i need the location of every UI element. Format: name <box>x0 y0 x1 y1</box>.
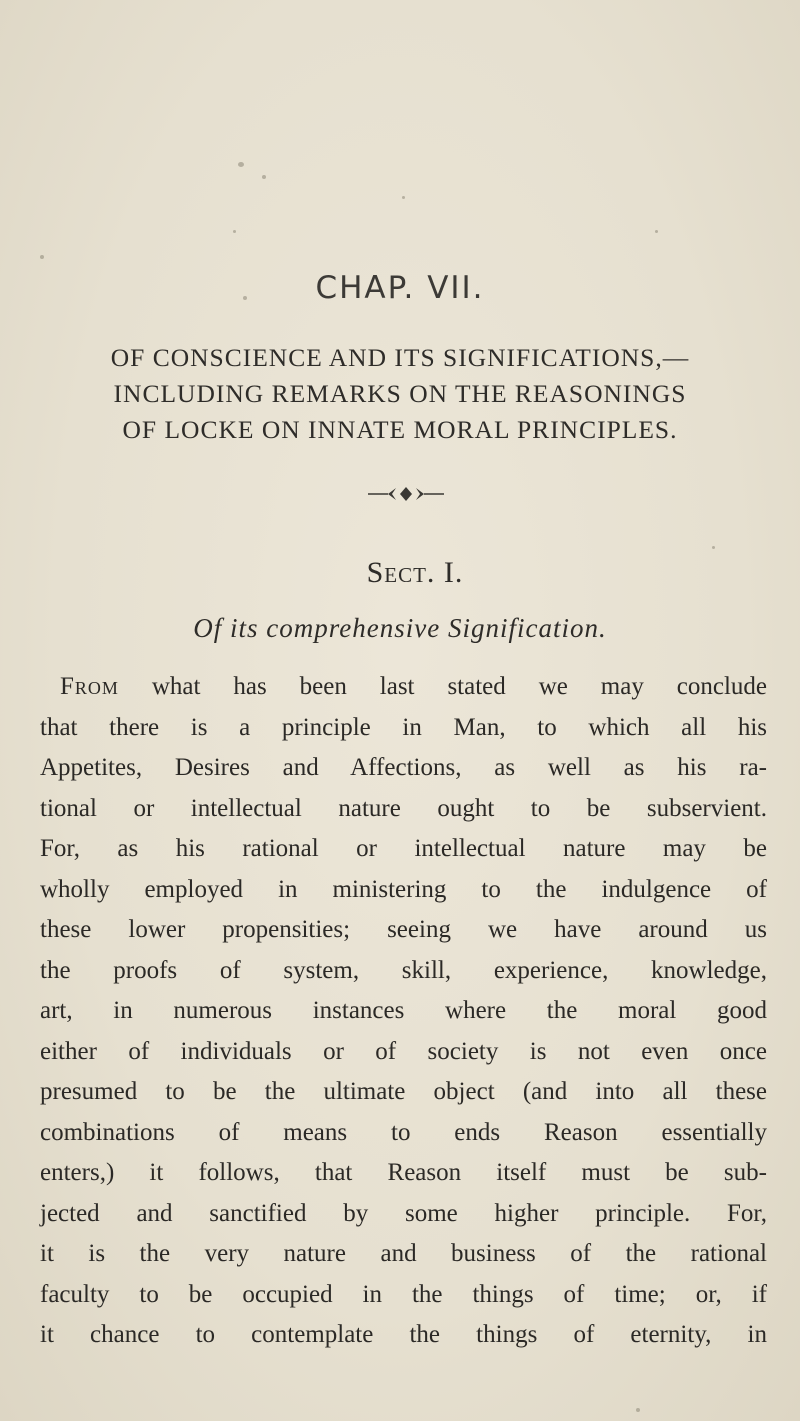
body-paragraph <box>40 667 767 1356</box>
text-line: presumed to be the ultimate object (and into all these <box>40 1078 767 1105</box>
text-line: the proofs of system, skill, experience, knowledge, <box>40 956 767 984</box>
heading-line: INCLUDING REMARKS ON THE REASONINGS <box>113 379 687 408</box>
text-line: art, in numerous instances where the moral good <box>40 997 767 1024</box>
text-line: that there is a principle in Man, to which all his <box>40 713 767 741</box>
text-line: jected and sanctified by some higher principle. For, <box>40 1199 767 1227</box>
chapter-title: CHAP. VII. <box>315 270 485 306</box>
text-line: either of individuals or of society is not even once <box>40 1037 767 1065</box>
paper-speck <box>402 196 405 199</box>
text-line: it chance to contemplate the things of eternity, in <box>40 1321 767 1348</box>
text-line: combinations of means to ends Reason essentially <box>40 1118 767 1146</box>
ornament-divider <box>366 482 446 506</box>
text-line-content: what has been last stated we may conclude <box>118 673 767 700</box>
text-line: For, as his rational or intellectual nature may be <box>40 835 767 862</box>
text-line: tional or intellectual nature ought to be subservient. <box>40 794 767 822</box>
paper-speck <box>262 175 266 179</box>
paper-speck <box>636 1408 640 1412</box>
paper-speck <box>238 162 244 167</box>
text-line: it is the very nature and business of the rational <box>40 1240 767 1267</box>
text-line: faculty to be occupied in the things of time; or, if <box>40 1280 767 1308</box>
text-line: these lower propensities; seeing we have around us <box>40 916 767 943</box>
section-subtitle: Of its comprehensive Signification. <box>193 613 607 643</box>
section-label: Sect. I. <box>366 556 464 589</box>
opening-word: From <box>60 673 119 700</box>
section-title <box>0 556 800 590</box>
heading-line: OF LOCKE ON INNATE MORAL PRINCIPLES. <box>122 415 678 444</box>
paper-speck <box>655 230 658 233</box>
text-line <box>40 667 767 708</box>
paper-speck <box>233 230 236 233</box>
paper-speck <box>40 255 44 259</box>
text-line: enters,) it follows, that Reason itself must be sub- <box>40 1159 767 1186</box>
heading-line: OF CONSCIENCE AND ITS SIGNIFICATIONS,— <box>110 343 690 372</box>
chapter-heading <box>0 340 800 448</box>
text-line: wholly employed in ministering to the indulgence of <box>40 875 767 903</box>
text-line: Appetites, Desires and Affections, as well as his ra- <box>40 754 767 781</box>
paper-speck <box>712 546 715 549</box>
